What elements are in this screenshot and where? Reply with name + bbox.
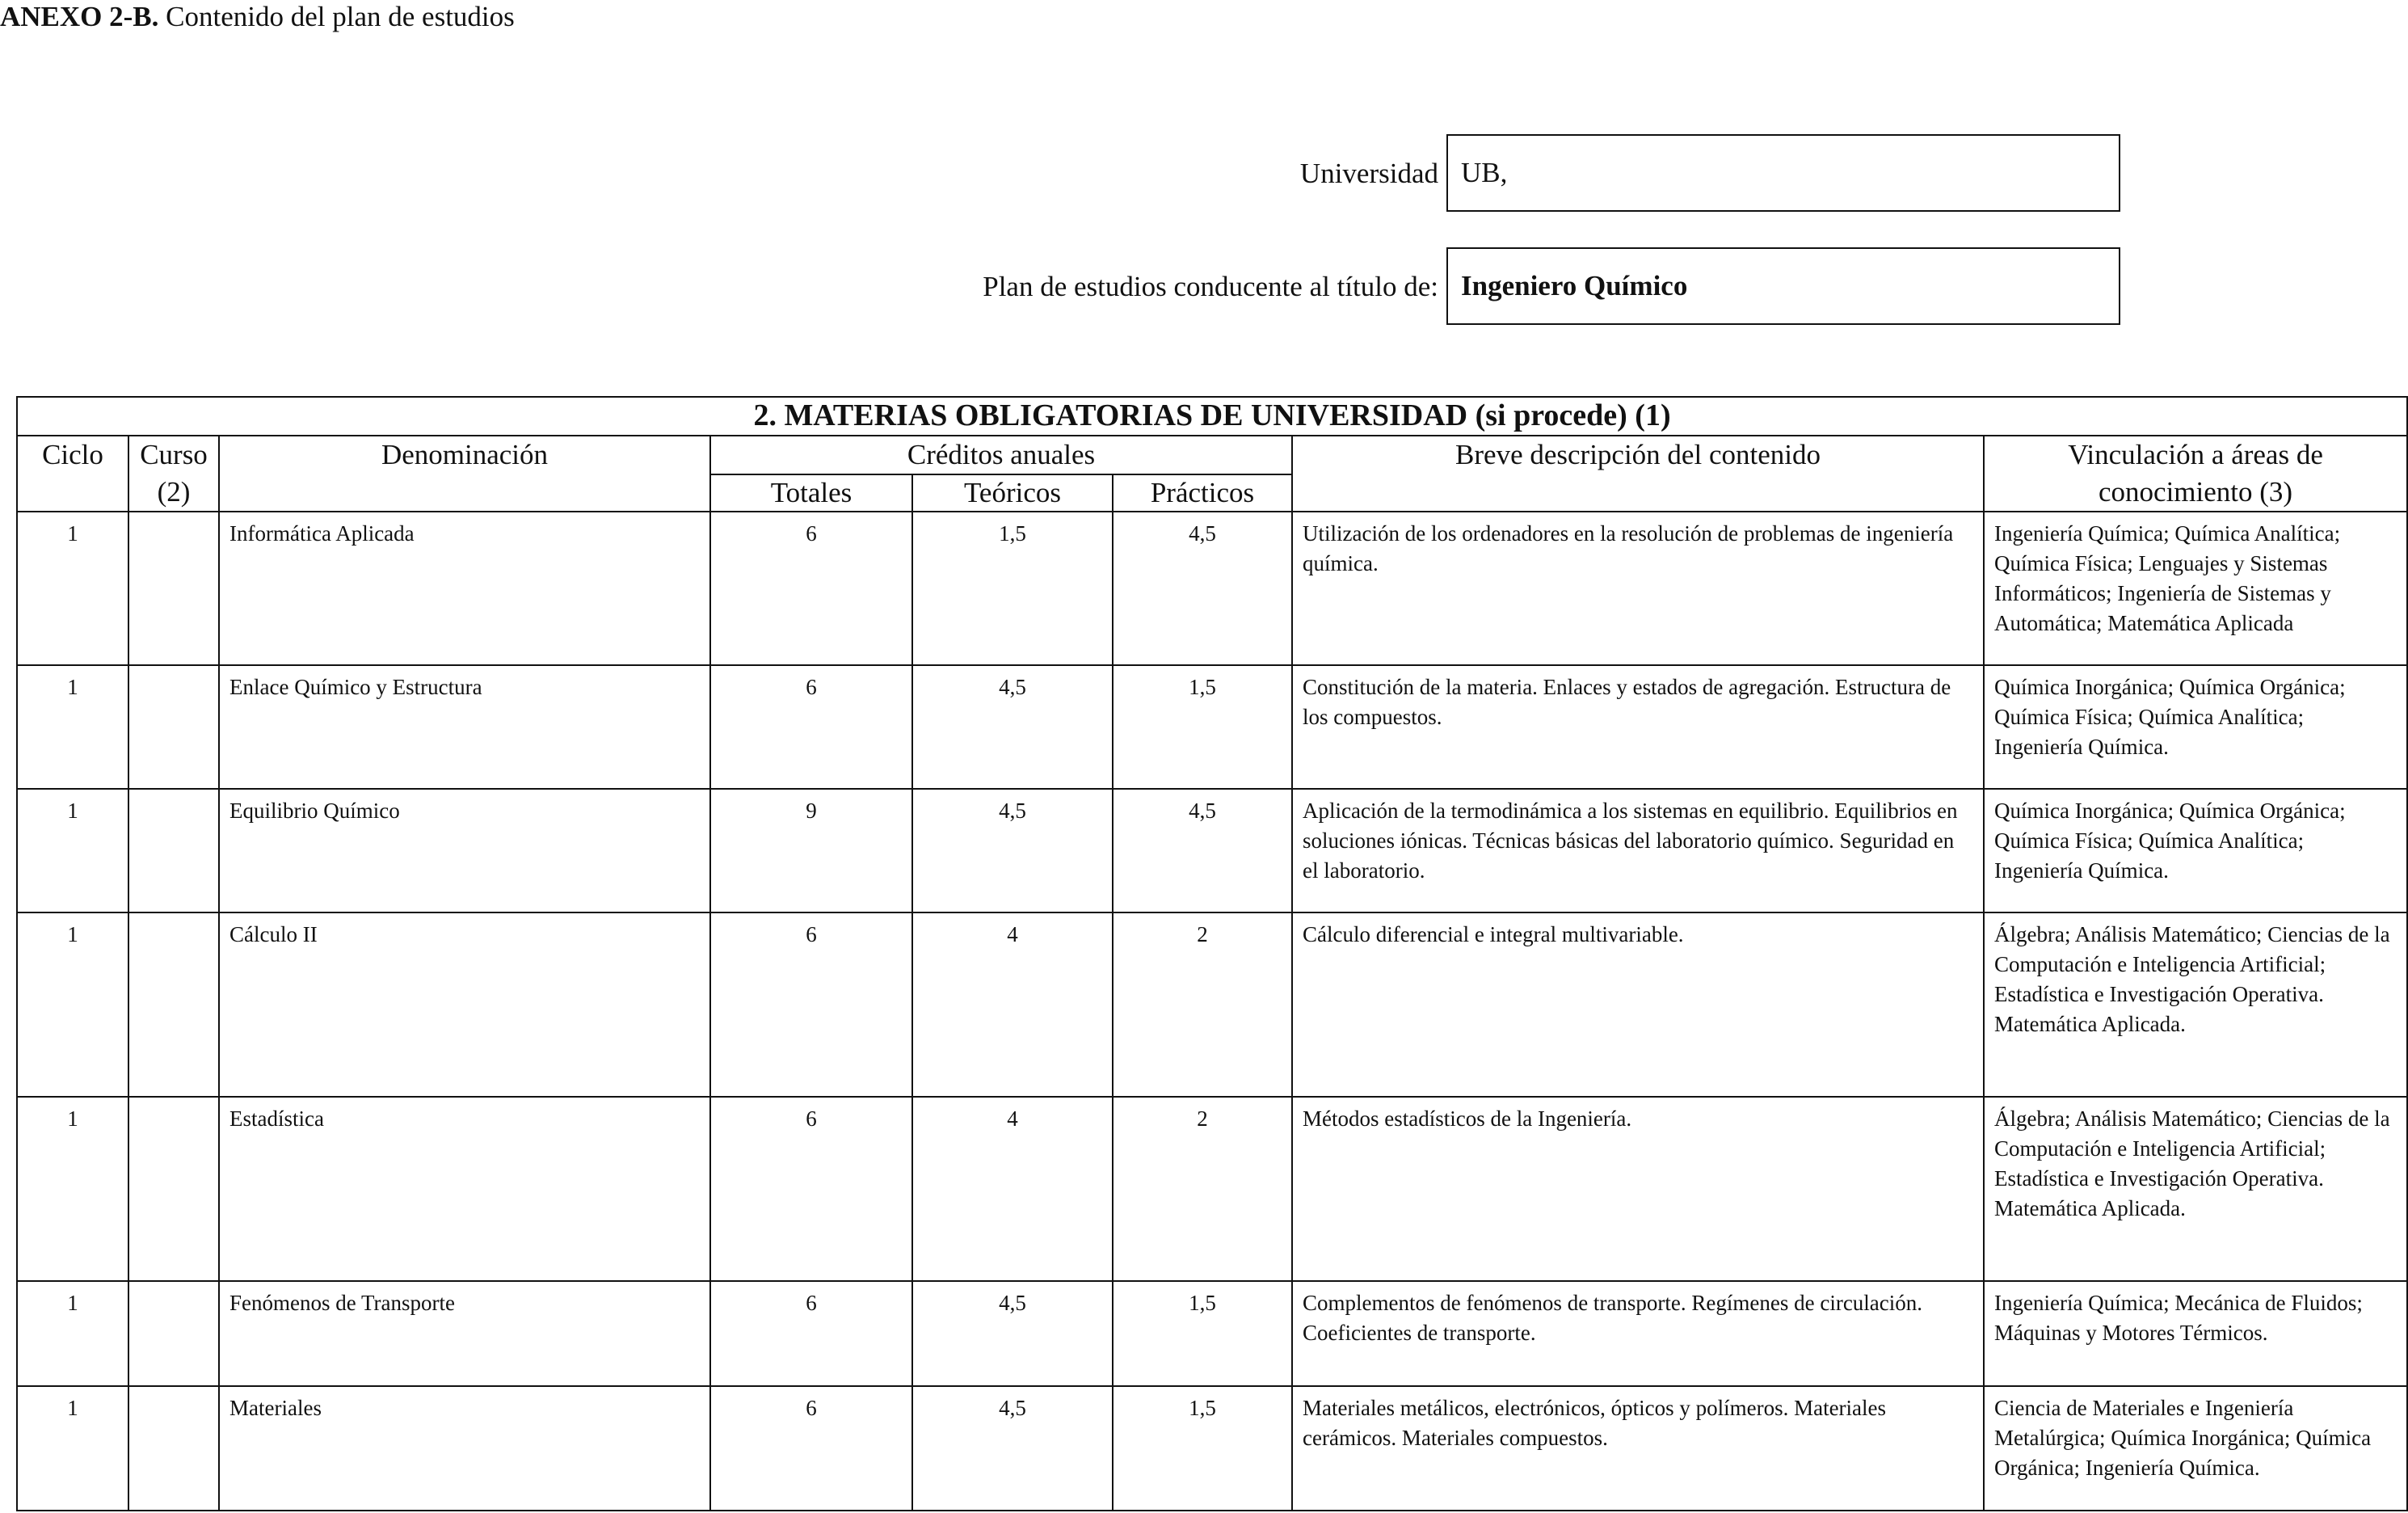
table-row [17,512,2407,665]
cell-teoricos: 1,5 [912,512,1113,665]
header-curso [128,436,219,512]
header-creditos-label: Créditos anuales [907,439,1096,470]
cell-denominacion: Fenómenos de Transporte [219,1281,710,1386]
table-row [17,789,2407,912]
cell-practicos: 4,5 [1113,512,1292,665]
cell-curso [128,1097,219,1281]
plan-label: Plan de estudios conducente al título de: [983,271,1438,302]
cell-curso [128,1281,219,1386]
cell-vinculacion: Química Inorgánica; Química Orgánica; Química Física; Química Analítica; Ingeniería Química. [1984,665,2407,789]
cell-teoricos: 4,5 [912,665,1113,789]
cell-ciclo: 1 [17,512,128,665]
cell-vinculacion: Ingeniería Química; Mecánica de Fluidos; Máquinas y Motores Térmicos. [1984,1281,2407,1386]
cell-curso [128,665,219,789]
cell-totales: 9 [710,789,912,912]
header-teoricos: Teóricos [912,474,1113,512]
cell-ciclo: 1 [17,1281,128,1386]
cell-ciclo: 1 [17,1386,128,1511]
cell-curso [128,789,219,912]
cell-teoricos: 4,5 [912,789,1113,912]
cell-curso [128,1386,219,1511]
cell-denominacion: Enlace Químico y Estructura [219,665,710,789]
cell-curso [128,912,219,1097]
university-label: Universidad [1299,158,1438,189]
cell-ciclo: 1 [17,665,128,789]
header-denominacion-label: Denominación [381,439,549,470]
university-field [1446,134,2120,212]
cell-descripcion: Métodos estadísticos de la Ingeniería. [1292,1097,1984,1281]
annex-heading [0,0,515,34]
subjects-table [16,396,2408,1511]
header-curso-note: (2) [157,476,191,508]
cell-practicos: 2 [1113,912,1292,1097]
cell-practicos: 1,5 [1113,1386,1292,1511]
table-row [17,665,2407,789]
table-row [17,1386,2407,1511]
cell-practicos: 1,5 [1113,1281,1292,1386]
cell-descripcion: Complementos de fenómenos de transporte. Regímenes de circulación. Coeficientes de transporte. [1292,1281,1984,1386]
cell-totales: 6 [710,1281,912,1386]
cell-totales: 6 [710,512,912,665]
header-totales: Totales [710,474,912,512]
cell-vinculacion: Álgebra; Análisis Matemático; Ciencias de la Computación e Inteligencia Artificial; Estadística e Investigación Operativa. Matemática Aplicada. [1984,1097,2407,1281]
table-row [17,912,2407,1097]
cell-totales: 6 [710,1097,912,1281]
cell-denominacion: Equilibrio Químico [219,789,710,912]
cell-vinculacion: Ingeniería Química; Química Analítica; Química Física; Lenguajes y Sistemas Informáticos; Ingeniería de Sistemas y Automática; Matemática Aplicada [1984,512,2407,665]
table-row [17,1281,2407,1386]
cell-descripcion: Utilización de los ordenadores en la resolución de problemas de ingeniería química. [1292,512,1984,665]
cell-denominacion: Cálculo II [219,912,710,1097]
annex-label: ANEXO 2-B. [0,1,159,32]
cell-descripcion: Aplicación de la termodinámica a los sistemas en equilibrio. Equilibrios en soluciones iónicas. Técnicas básicas del laboratorio químico. Seguridad en el laboratorio. [1292,789,1984,912]
cell-ciclo: 1 [17,912,128,1097]
cell-descripcion: Constitución de la materia. Enlaces y estados de agregación. Estructura de los compuestos. [1292,665,1984,789]
header-creditos [710,436,1292,474]
cell-descripcion: Cálculo diferencial e integral multivariable. [1292,912,1984,1097]
header-descripcion-label: Breve descripción del contenido [1455,439,1821,470]
header-denominacion [219,436,710,512]
cell-totales: 6 [710,1386,912,1511]
cell-practicos: 4,5 [1113,789,1292,912]
header-ciclo-label: Ciclo [42,439,103,470]
cell-teoricos: 4 [912,912,1113,1097]
cell-descripcion: Materiales metálicos, electrónicos, ópticos y polímeros. Materiales cerámicos. Materiales compuestos. [1292,1386,1984,1511]
annex-title: Contenido del plan de estudios [166,1,515,32]
header-ciclo [17,436,128,512]
header-practicos: Prácticos [1113,474,1292,512]
header-vinculacion [1984,436,2407,512]
cell-vinculacion: Ciencia de Materiales e Ingeniería Metalúrgica; Química Inorgánica; Química Orgánica; Ingeniería Química. [1984,1386,2407,1511]
cell-denominacion: Informática Aplicada [219,512,710,665]
cell-denominacion: Estadística [219,1097,710,1281]
header-curso-label: Curso [140,439,208,470]
cell-totales: 6 [710,665,912,789]
cell-ciclo: 1 [17,1097,128,1281]
cell-teoricos: 4,5 [912,1281,1113,1386]
table-row [17,1097,2407,1281]
header-vinculacion-label-2: conocimiento (3) [2099,476,2293,508]
plan-field [1446,247,2120,325]
header-vinculacion-label: Vinculación a áreas de [2068,439,2323,470]
plan-value: Ingeniero Químico [1461,270,1688,301]
university-value: UB, [1461,157,1508,188]
cell-totales: 6 [710,912,912,1097]
cell-vinculacion: Álgebra; Análisis Matemático; Ciencias de la Computación e Inteligencia Artificial; Estadística e Investigación Operativa. Matemática Aplicada. [1984,912,2407,1097]
cell-practicos: 2 [1113,1097,1292,1281]
cell-ciclo: 1 [17,789,128,912]
cell-teoricos: 4,5 [912,1386,1113,1511]
cell-practicos: 1,5 [1113,665,1292,789]
table-title: 2. MATERIAS OBLIGATORIAS DE UNIVERSIDAD (si procede) (1) [17,397,2407,436]
cell-teoricos: 4 [912,1097,1113,1281]
cell-curso [128,512,219,665]
cell-denominacion: Materiales [219,1386,710,1511]
cell-vinculacion: Química Inorgánica; Química Orgánica; Química Física; Química Analítica; Ingeniería Química. [1984,789,2407,912]
header-descripcion [1292,436,1984,512]
